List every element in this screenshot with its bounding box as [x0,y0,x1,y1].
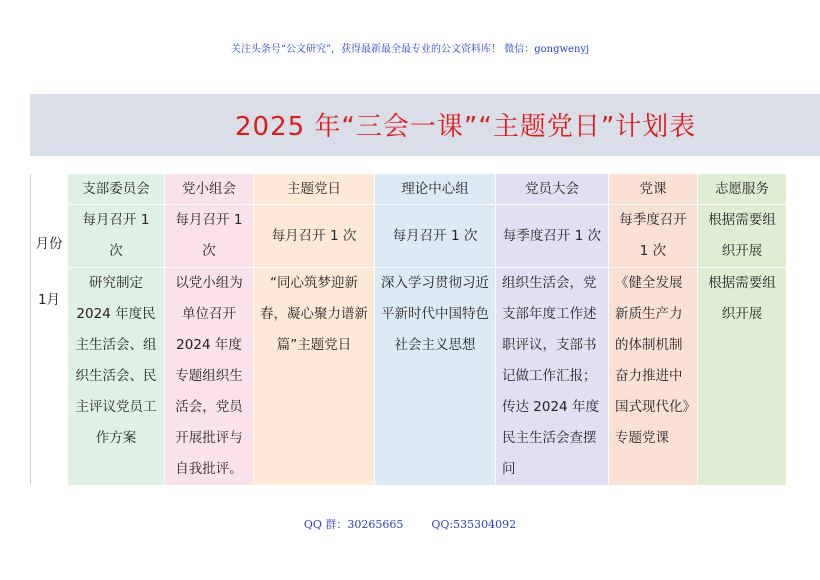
frequency-cell [68,205,165,268]
content-text: 以党小组为单位召开 2024 年度专题组织生活会，党员开展批评与自我批评。 [175,275,243,477]
frequency-cell [609,205,698,268]
frequency-text: 每季度召开 1 次 [502,227,602,244]
content-row [31,268,787,486]
frequency-cell [375,205,496,268]
content-text: 研究制定 2024 年度民主生活会、组织生活会、民主评议党员工作方案 [75,275,157,446]
footer-contact [0,516,820,532]
column-header: 党员大会 [496,174,609,205]
content-cell [68,268,165,486]
content-text: 《健全发展新质生产力的体制机制奋力推进中国式现代化》专题党课 [615,275,690,446]
content-cell [698,268,787,486]
frequency-cell [254,205,375,268]
frequency-text: 每季度召开 1 次 [619,212,687,259]
column-header: 理论中心组 [375,174,496,205]
content-text: 根据需要组织开展 [708,275,776,322]
month-value: 1月 [37,292,61,308]
qq-group-label: QQ 群： [303,518,348,531]
content-cell [609,268,698,486]
column-header: 支部委员会 [68,174,165,205]
page-title: 2025 年“三会一课”“主题党日”计划表 [235,112,697,142]
column-header: 党小组会 [165,174,254,205]
month-header: 月份 [35,236,63,252]
frequency-text: 每月召开 1 次 [82,212,150,259]
title-bar [30,94,820,156]
frequency-text: 根据需要组织开展 [708,212,776,259]
content-text: 深入学习贯彻习近平新时代中国特色社会主义思想 [381,275,489,353]
header-note: 关注头条号“公文研究”，获得最新最全最专业的公文资料库！ 微信：gongwenyj [230,44,590,55]
table-header-row [31,174,787,205]
content-cell [496,268,609,486]
month-cell [31,174,68,485]
content-text: 组织生活会，党支部年度工作述职评议，支部书记做工作汇报；传达 2024 年度民主生活会查摆问 [502,275,599,477]
qq-number: 535304092 [453,518,517,531]
frequency-text: 每月召开 1 次 [392,227,478,244]
plan-table [30,174,787,486]
frequency-text: 每月召开 1 次 [271,227,357,244]
content-cell [165,268,254,486]
qq-label: QQ: [431,518,454,531]
content-text: “同心筑梦迎新春，凝心聚力谱新篇”主题党日 [260,275,368,353]
column-header: 主题党日 [254,174,375,205]
frequency-cell [698,205,787,268]
frequency-cell [165,205,254,268]
frequency-cell [496,205,609,268]
frequency-text: 每月召开 1 次 [175,212,243,259]
content-cell [254,268,375,486]
column-header: 志愿服务 [698,174,787,205]
frequency-row [31,205,787,268]
qq-group-number: 30265665 [347,518,404,531]
column-header: 党课 [609,174,698,205]
content-cell [375,268,496,486]
